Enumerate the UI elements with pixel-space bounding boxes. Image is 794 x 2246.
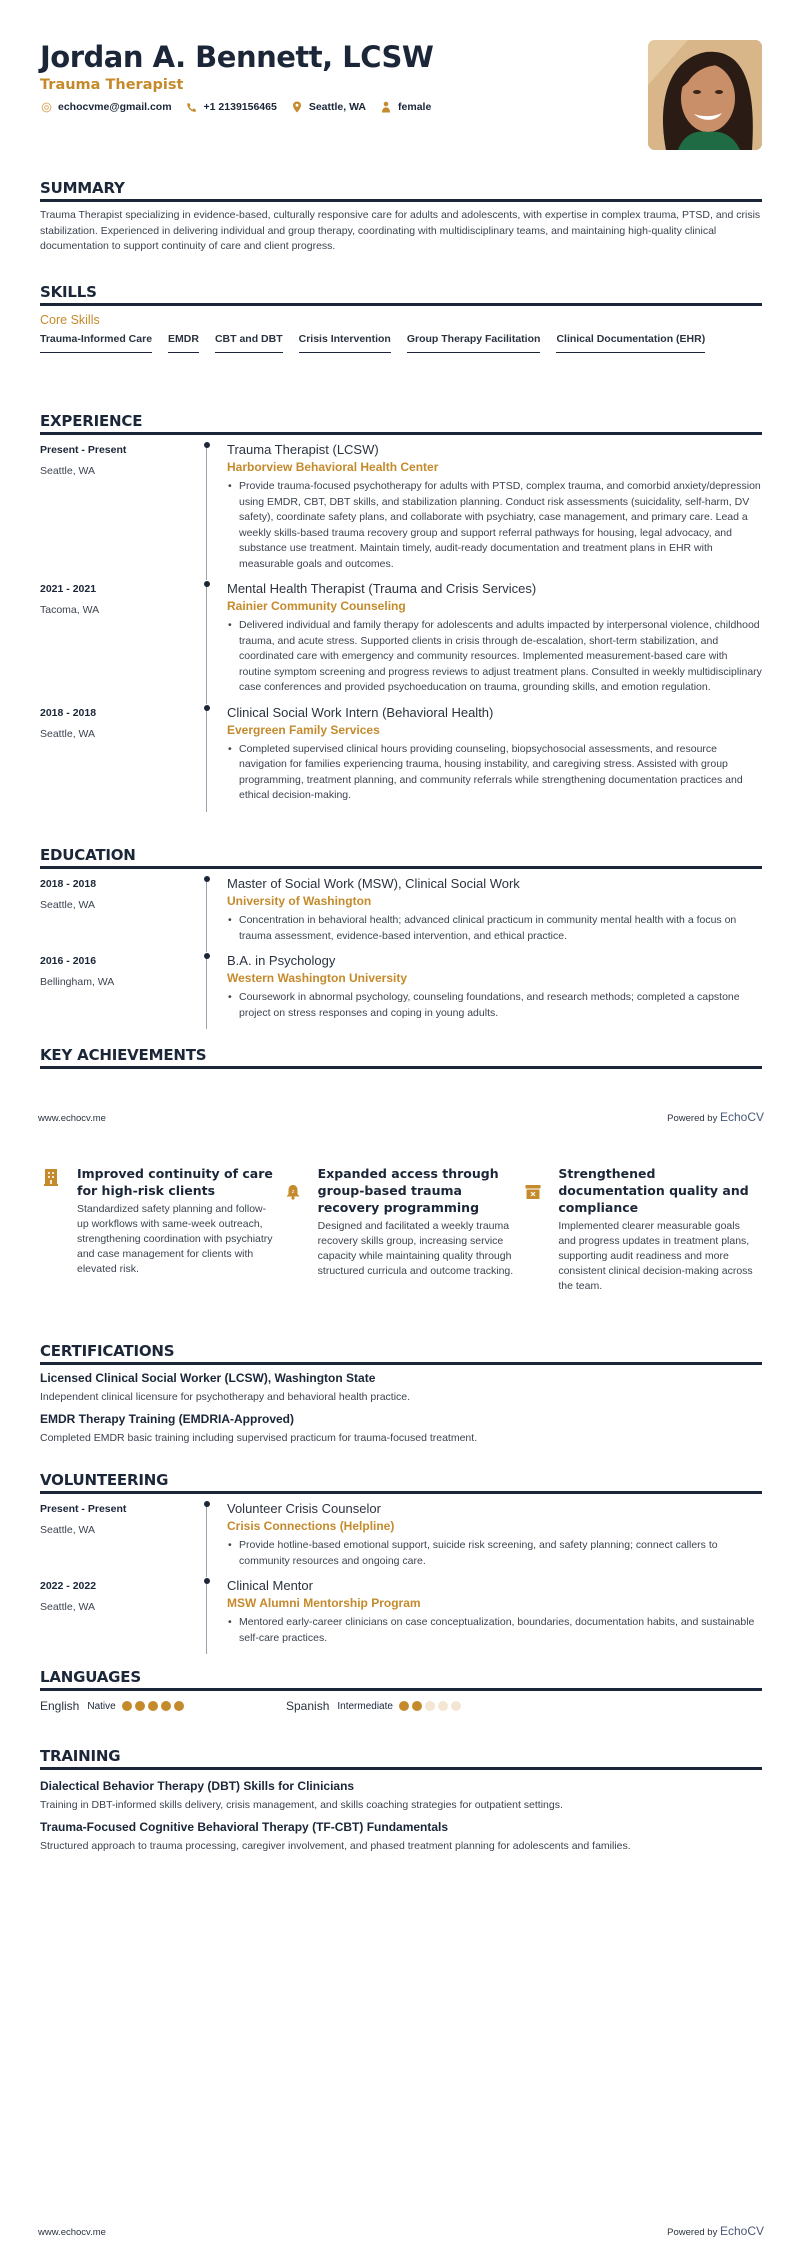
timeline-rail xyxy=(205,875,206,952)
timeline-dot-icon xyxy=(204,1501,210,1507)
skill-chip: Clinical Documentation (EHR) xyxy=(556,332,705,353)
achievement-title: Expanded access through group-based trauma recovery programming xyxy=(317,1166,499,1215)
volunteering-section xyxy=(40,1471,762,1654)
footer-site-link[interactable]: www.echocv.me xyxy=(38,2227,106,2238)
achievement-card xyxy=(40,1165,281,1294)
gender-value: female xyxy=(398,101,432,113)
experience-org: Evergreen Family Services xyxy=(227,722,380,737)
volunteering-org: MSW Alumni Mentorship Program xyxy=(227,1596,421,1610)
archive-box-icon xyxy=(525,1165,541,1294)
phone-value: +1 2139156465 xyxy=(203,101,277,113)
language-level: Native xyxy=(87,1700,116,1712)
achievement-title: Improved continuity of care for high-risk clients xyxy=(77,1166,273,1198)
volunteering-org: Crisis Connections (Helpline) xyxy=(227,1519,395,1533)
achievement-desc: Standardized safety planning and follow-up workflows with same-week outreach, strengthening coordination with psychiatry and case management for clients with elevated risk. xyxy=(77,1203,273,1275)
timeline-dot-icon xyxy=(204,581,210,587)
training-title: Trauma-Focused Cognitive Behavioral Therapy (TF-CBT) Fundamentals xyxy=(40,1820,449,1834)
training-item xyxy=(40,1778,762,1813)
building-icon xyxy=(44,1165,60,1294)
languages-section xyxy=(40,1668,762,1713)
at-icon xyxy=(40,101,52,113)
volunteering-role: Volunteer Crisis Counselor xyxy=(227,1501,381,1516)
certification-desc: Completed EMDR basic training including supervised practicum for trauma-focused treatment. xyxy=(40,1432,478,1444)
certification-title: Licensed Clinical Social Worker (LCSW), Washington State xyxy=(40,1371,376,1385)
languages-list xyxy=(40,1699,762,1713)
language-item xyxy=(40,1699,286,1713)
candidate-name: Jordan A. Bennett, LCSW xyxy=(40,40,434,74)
timeline-rail xyxy=(205,952,206,1029)
skills-group-label: Core Skills xyxy=(40,313,100,327)
education-location: Seattle, WA xyxy=(40,899,96,911)
education-degree: B.A. in Psychology xyxy=(227,953,336,968)
location-pin-icon xyxy=(291,101,303,113)
brand-name: EchoCV xyxy=(719,1110,764,1124)
volunteering-location: Seattle, WA xyxy=(40,1524,96,1536)
volunteering-bullet: • Mentored early-career clinicians on case conceptualization, boundaries, documentation habits, and sustainable self-care practices. xyxy=(227,1615,762,1646)
volunteering-date: Present - Present xyxy=(40,1503,127,1515)
experience-title: Clinical Social Work Intern (Behavioral Health) xyxy=(227,704,494,720)
certification-item xyxy=(40,1411,762,1446)
phone-icon xyxy=(186,101,198,113)
training-desc: Structured approach to trauma processing, caregiver involvement, and phased treatment planning for adolescents and families. xyxy=(40,1840,631,1852)
achievement-desc: Implemented clearer measurable goals and progress updates in treatment plans, supporting audit readiness and more consistent clinical decision-making across the team. xyxy=(558,1220,753,1292)
experience-item xyxy=(40,580,762,704)
languages-heading: LANGUAGES xyxy=(40,1668,762,1691)
powered-by-label: Powered by xyxy=(667,1113,718,1124)
education-item xyxy=(40,952,762,1029)
certification-item xyxy=(40,1370,762,1405)
education-item xyxy=(40,875,762,952)
experience-item xyxy=(40,441,762,580)
summary-section xyxy=(40,179,762,255)
training-heading: TRAINING xyxy=(40,1747,762,1770)
experience-title: Trauma Therapist (LCSW) xyxy=(227,442,379,457)
summary-heading: SUMMARY xyxy=(40,179,762,202)
education-bullet: • Concentration in behavioral health; advanced clinical practicum in community mental health with a focus on trauma assessment, evidence-based intervention, and ethical practice. xyxy=(227,913,762,944)
certification-title: EMDR Therapy Training (EMDRIA-Approved) xyxy=(40,1412,295,1426)
timeline-rail xyxy=(205,441,206,580)
resume-header xyxy=(40,40,762,152)
contact-location xyxy=(291,101,366,113)
education-section xyxy=(40,846,762,1029)
training-item xyxy=(40,1819,762,1854)
skill-chip: CBT and DBT xyxy=(215,332,283,353)
page-footer xyxy=(38,1110,764,1124)
location-value: Seattle, WA xyxy=(308,101,367,113)
achievements-heading: KEY ACHIEVEMENTS xyxy=(40,1046,762,1069)
skill-chip: Crisis Intervention xyxy=(299,332,391,353)
training-desc: Training in DBT-informed skills delivery, crisis management, and skills coaching strategies for outpatient settings. xyxy=(40,1799,563,1811)
language-rating-dots xyxy=(122,1701,187,1711)
contact-email[interactable] xyxy=(40,101,172,113)
email-value: echocvme@gmail.com xyxy=(58,101,172,113)
education-location: Bellingham, WA xyxy=(40,976,115,988)
timeline-dot-icon xyxy=(204,953,210,959)
profile-photo xyxy=(648,40,762,150)
volunteering-bullet: • Provide hotline-based emotional support, suicide risk screening, and safety planning; connect callers to community resources and ongoing care. xyxy=(227,1538,762,1569)
language-name: English xyxy=(40,1699,80,1713)
training-section xyxy=(40,1747,762,1854)
volunteering-date: 2022 - 2022 xyxy=(40,1580,97,1592)
language-item xyxy=(286,1699,532,1713)
volunteering-role: Clinical Mentor xyxy=(227,1578,313,1593)
experience-date: Present - Present xyxy=(40,444,127,456)
skill-chip: Trauma-Informed Care xyxy=(40,332,152,353)
experience-org: Rainier Community Counseling xyxy=(227,599,406,613)
experience-location: Seattle, WA xyxy=(40,465,96,477)
education-date: 2016 - 2016 xyxy=(40,955,97,967)
page-footer-bottom xyxy=(38,2224,764,2238)
brand-name: EchoCV xyxy=(719,2224,764,2238)
certifications-heading: CERTIFICATIONS xyxy=(40,1342,762,1365)
powered-by-label: Powered by xyxy=(667,2227,718,2238)
education-date: 2018 - 2018 xyxy=(40,878,97,890)
language-rating-dots xyxy=(399,1701,464,1711)
education-heading: EDUCATION xyxy=(40,846,762,869)
experience-bullet: • Completed supervised clinical hours providing counseling, biopsychosocial assessments, and resource navigation for families experiencing trauma, housing instability, and caregiving stress. Assisted with group programming, treatment planning, and community referrals while strengthening documentation practices and ethical decision-making. xyxy=(227,742,762,804)
experience-title: Mental Health Therapist (Trauma and Crisis Services) xyxy=(227,581,537,596)
education-school: Western Washington University xyxy=(227,971,408,985)
footer-powered-by xyxy=(667,1110,764,1124)
svg-text:z: z xyxy=(291,1189,294,1195)
timeline-dot-icon xyxy=(204,1578,210,1584)
experience-bullet: • Provide trauma-focused psychotherapy for adults with PTSD, complex trauma, and comorbid anxiety/depression using EMDR, CBT, DBT skills, and stabilization planning. Conduct risk assessments (suicidality, self-harm, DV safety), coordinate safety plans, and collaborate with psychiatry, case management, and primary care. Lead a weekly skills-based trauma recovery group and support referral pathways for housing, legal advocacy, and substance use treatment. Maintain timely, audit-ready documentation and treatment plans in EHR with measurable goals and outcomes. xyxy=(227,479,762,572)
timeline-rail xyxy=(205,1500,206,1577)
experience-item xyxy=(40,704,762,812)
skills-section xyxy=(40,283,762,361)
volunteering-location: Seattle, WA xyxy=(40,1601,96,1613)
language-name: Spanish xyxy=(286,1699,330,1713)
achievement-card xyxy=(521,1165,762,1294)
experience-location: Seattle, WA xyxy=(40,727,96,740)
experience-date: 2018 - 2018 xyxy=(40,706,97,719)
timeline-rail xyxy=(205,704,206,812)
candidate-role: Trauma Therapist xyxy=(40,77,184,93)
volunteering-item xyxy=(40,1500,762,1577)
volunteering-heading: VOLUNTEERING xyxy=(40,1471,762,1494)
skill-chip: EMDR xyxy=(168,332,199,353)
experience-section xyxy=(40,412,762,812)
timeline-dot-icon xyxy=(204,876,210,882)
achievement-desc: Designed and facilitated a weekly trauma recovery skills group, increasing service capacity while maintaining quality through structured curricula and outcome tracking. xyxy=(317,1220,514,1277)
certification-desc: Independent clinical licensure for psychotherapy and behavioral health practice. xyxy=(40,1391,411,1403)
footer-powered-by xyxy=(667,2224,764,2238)
timeline-dot-icon xyxy=(204,705,210,711)
achievements-grid xyxy=(40,1165,762,1294)
contact-gender xyxy=(380,101,431,113)
summary-text: Trauma Therapist specializing in evidence-based, culturally responsive care for adults and adolescents, with expertise in complex trauma, PTSD, and crisis stabilization. Experienced in delivering individual and group therapy, coordinating with multidisciplinary teams, and maintaining high-quality clinical documentation to support continuity of care and client progress. xyxy=(40,209,761,252)
skill-chip: Group Therapy Facilitation xyxy=(407,332,541,353)
contact-phone[interactable] xyxy=(186,101,277,113)
timeline-rail xyxy=(205,580,206,704)
bell-icon xyxy=(285,1165,301,1294)
experience-heading: EXPERIENCE xyxy=(40,412,762,435)
experience-org: Harborview Behavioral Health Center xyxy=(227,460,439,474)
education-degree: Master of Social Work (MSW), Clinical Social Work xyxy=(227,876,520,891)
volunteering-item xyxy=(40,1577,762,1654)
language-level: Intermediate xyxy=(337,1700,393,1712)
certifications-section xyxy=(40,1342,762,1446)
footer-site-link[interactable]: www.echocv.me xyxy=(38,1113,106,1124)
achievements-section xyxy=(40,1046,762,1069)
experience-date: 2021 - 2021 xyxy=(40,583,97,595)
achievement-card xyxy=(281,1165,522,1294)
education-bullet: • Coursework in abnormal psychology, counseling foundations, and research methods; completed a capstone project on stress responses and coping in young adults. xyxy=(227,990,762,1021)
training-title: Dialectical Behavior Therapy (DBT) Skills for Clinicians xyxy=(40,1779,355,1793)
education-school: University of Washington xyxy=(227,894,372,908)
skills-heading: SKILLS xyxy=(40,283,762,306)
person-icon xyxy=(380,101,392,113)
achievement-title: Strengthened documentation quality and compliance xyxy=(558,1166,749,1215)
experience-location: Tacoma, WA xyxy=(40,604,100,616)
experience-bullet: • Delivered individual and family therapy for adolescents and adults impacted by interpersonal violence, childhood trauma, and acute stress. Supported clients in crisis through de-escalation, short-term stabilization, and coordinated care with emergency and community resources. Implemented measurement-based care with routine symptom screening and progress reviews to adjust treatment plans. Consulted in weekly multidisciplinary case conferences and provided psychoeducation on trauma, grounding skills, and emotion regulation. xyxy=(227,618,762,696)
skills-list xyxy=(40,332,762,361)
timeline-dot-icon xyxy=(204,442,210,448)
timeline-rail xyxy=(205,1577,206,1654)
